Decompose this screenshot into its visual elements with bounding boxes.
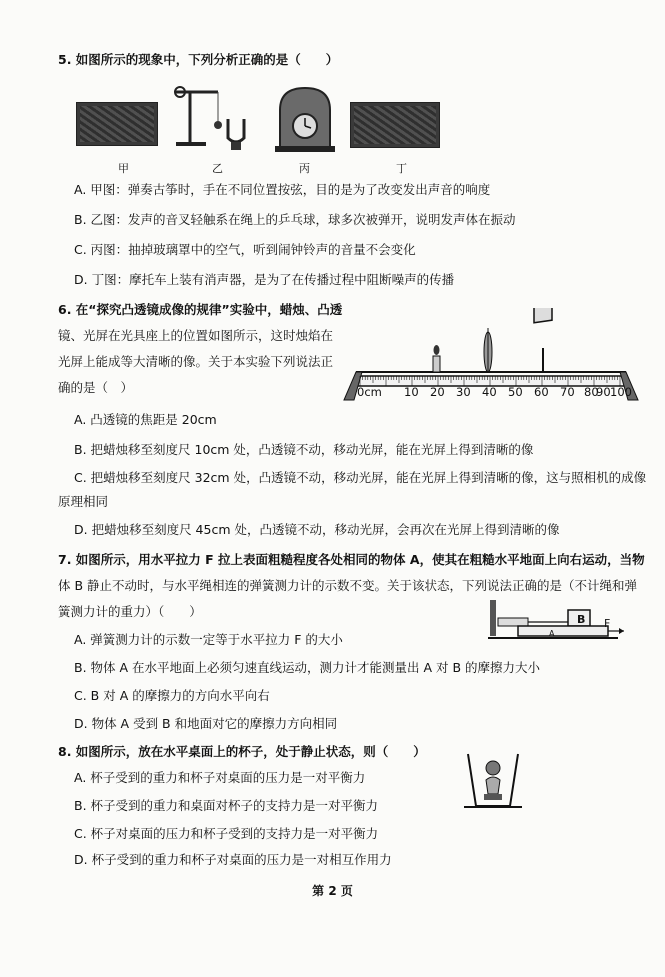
q5-stem: 5. 如图所示的现象中，下列分析正确的是（ ） (58, 52, 339, 67)
q7-stem-line-2: 体 B 静止不动时，与水平绳相连的弹簧测力计的示数不变。关于该状态，下列说法正确的是（不计绳和弹 (58, 578, 638, 593)
q5-figure-ding (350, 102, 440, 148)
caption-jia: 甲 (118, 162, 129, 175)
q6-stem-line-4: 确的是（ ） (58, 380, 134, 395)
q5-option-a: A. 甲图：弹奏古筝时，手在不同位置按弦，目的是为了改变发出声音的响度 (74, 182, 491, 197)
q7-option-c: C. B 对 A 的摩擦力的方向水平向右 (74, 688, 270, 703)
q6-stem-line-1: 6. 在“探究凸透镜成像的规律”实验中，蜡烛、凸透 (58, 302, 343, 317)
q6-option-b: B. 把蜡烛移至刻度尺 10cm 处，凸透镜不动，移动光屏，能在光屏上得到清晰的像 (74, 442, 534, 457)
caption-bing: 丙 (299, 162, 310, 175)
q6-stem-line-2: 镜、光屏在光具座上的位置如图所示，这时烛焰在 (58, 328, 334, 343)
q7-option-a: A. 弹簧测力计的示数一定等于水平拉力 F 的大小 (74, 632, 343, 647)
ruler-label-70: 70 (560, 385, 575, 399)
q5-figure-yi (168, 84, 256, 154)
ruler-label-90: 90 (596, 385, 611, 399)
q6-stem-line-3: 光屏上能成等大清晰的像。关于本实验下列说法正 (58, 354, 334, 369)
caption-yi: 乙 (212, 162, 223, 175)
caption-ding: 丁 (396, 162, 407, 175)
q5-option-b: B. 乙图：发声的音叉轻触系在绳上的乒乓球，球多次被弹开，说明发声体在振动 (74, 212, 516, 227)
q5-option-c: C. 丙图：抽掉玻璃罩中的空气，听到闹钟铃声的音量不会变化 (74, 242, 416, 257)
ruler-label-60: 60 (534, 385, 549, 399)
q8-stem: 8. 如图所示，放在水平桌面上的杯子，处于静止状态，则（ ） (58, 744, 426, 759)
q8-option-b: B. 杯子受到的重力和桌面对杯子的支持力是一对平衡力 (74, 798, 379, 813)
page-footer: 第 2 页 (312, 884, 353, 898)
cup-figure (462, 750, 524, 810)
q7-option-d: D. 物体 A 受到 B 和地面对它的摩擦力方向相同 (74, 716, 338, 731)
ruler-label-0: 0cm (357, 385, 382, 399)
label-force-f: F (604, 617, 611, 630)
q7-option-b: B. 物体 A 在水平地面上必须匀速直线运动，测力计才能测量出 A 对 B 的摩擦力大小 (74, 660, 541, 675)
ruler-label-40: 40 (482, 385, 497, 399)
label-block-b: B (577, 613, 586, 626)
q6-option-d: D. 把蜡烛移至刻度尺 45cm 处，凸透镜不动，移动光屏，会再次在光屏上得到清晰的像 (74, 522, 560, 537)
ruler-label-100: 100 (610, 385, 632, 399)
q8-option-c: C. 杯子对桌面的压力和杯子受到的支持力是一对平衡力 (74, 826, 379, 841)
ruler-label-80: 80 (584, 385, 599, 399)
q5-option-d: D. 丁图：摩托车上装有消声器，是为了在传播过程中阻断噪声的传播 (74, 272, 455, 287)
label-block-a: A (549, 629, 555, 638)
q6-option-a: A. 凸透镜的焦距是 20cm (74, 412, 217, 427)
q8-option-a: A. 杯子受到的重力和杯子对桌面的压力是一对平衡力 (74, 770, 366, 785)
q5-figure-jia (76, 102, 158, 146)
q7-stem-line-1: 7. 如图所示，用水平拉力 F 拉上表面粗糙程度各处相同的物体 A，使其在粗糙水平地面上向右运动，当物 (58, 552, 645, 567)
q6-option-c-cont: 原理相同 (58, 494, 109, 509)
ruler-label-50: 50 (508, 385, 523, 399)
q8-option-d: D. 杯子受到的重力和杯子对桌面的压力是一对相互作用力 (74, 852, 392, 867)
q6-option-c: C. 把蜡烛移至刻度尺 32cm 处，凸透镜不动，移动光屏，能在光屏上得到清晰的像，这与照相机的成像 (74, 470, 647, 485)
ruler-label-30: 30 (456, 385, 471, 399)
ruler-label-20: 20 (430, 385, 445, 399)
q5-figure-bing (272, 84, 338, 154)
q7-stem-line-3: 簧测力计的重力）（ ） (58, 604, 202, 619)
ruler-label-10: 10 (404, 385, 419, 399)
